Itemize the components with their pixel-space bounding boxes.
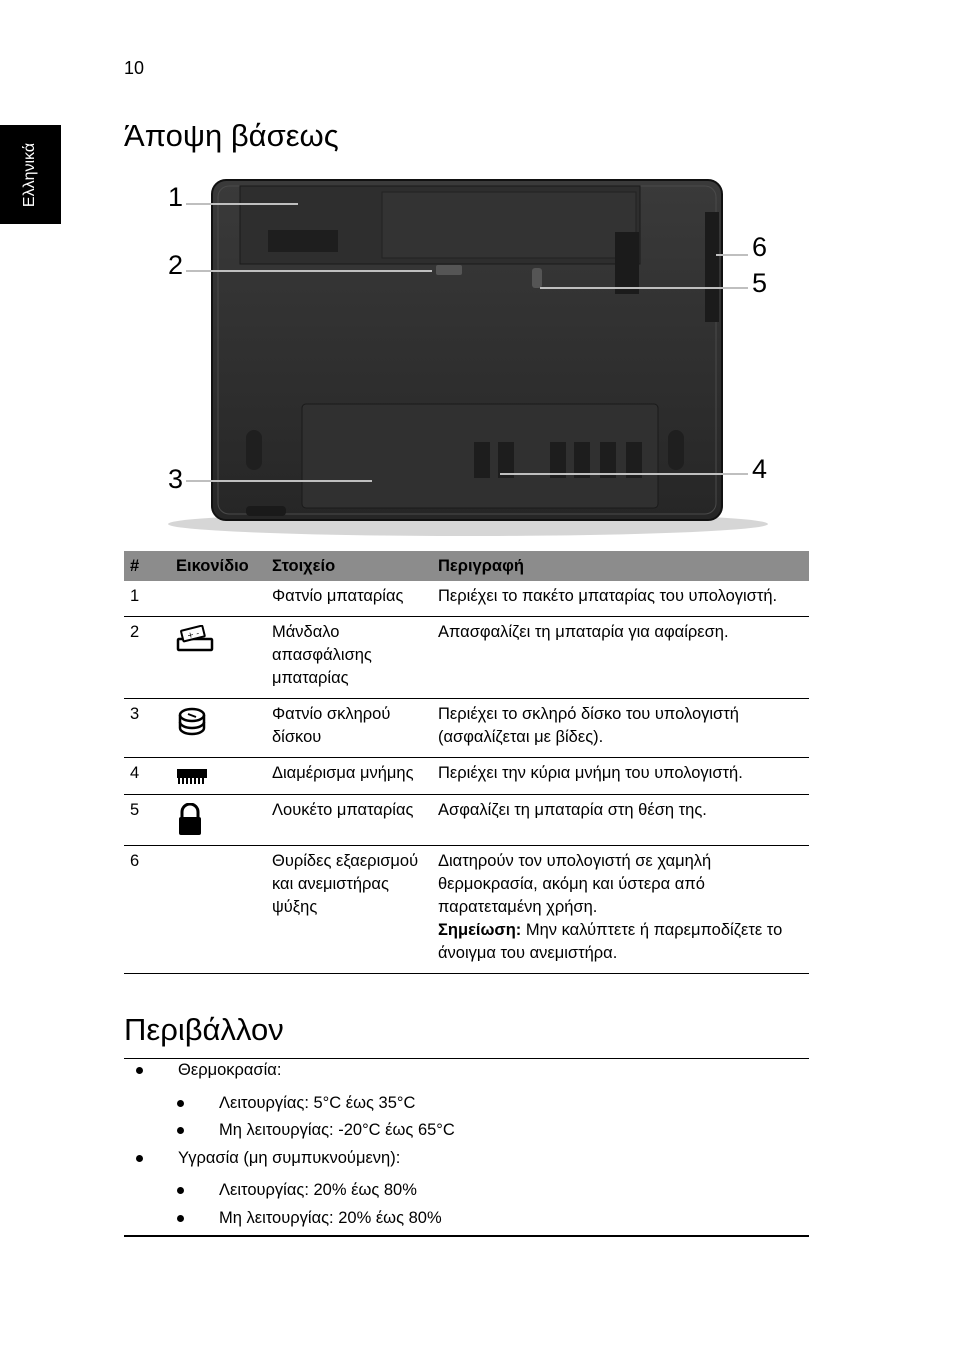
language-tab xyxy=(0,125,61,224)
bullet-text: Μη λειτουργίας: 20% έως 80% xyxy=(219,1209,442,1227)
table-row xyxy=(124,758,809,795)
row-number: 5 xyxy=(124,795,170,846)
row-description: Περιέχει το σκληρό δίσκο του υπολογιστή (ασφαλίζεται με βίδες). xyxy=(432,699,809,758)
environment-top-rule xyxy=(124,1058,809,1059)
header-number: # xyxy=(124,551,170,581)
language-tab-label: Ελληνικά xyxy=(21,142,38,208)
bullet-text: Υγρασία (μη συμπυκνούμενη): xyxy=(178,1149,401,1167)
bullet-temp-operating xyxy=(219,1094,415,1113)
memory-icon xyxy=(176,766,208,786)
note-label: Σημείωση: xyxy=(438,921,522,939)
bullet-text: Λειτουργίας: 20% έως 80% xyxy=(219,1181,417,1199)
bullet-humidity-nonoperating xyxy=(219,1209,442,1228)
hard-disk-icon xyxy=(176,707,208,737)
section-title-base-view: Άποψη βάσεως xyxy=(124,118,339,153)
table-row xyxy=(124,617,809,699)
table-header-row xyxy=(124,551,809,581)
row-description: Περιέχει το πακέτο μπαταρίας του υπολογιστή. xyxy=(432,581,809,617)
callout-3: 3 xyxy=(168,464,184,494)
environment-bottom-rule xyxy=(124,1235,809,1237)
note-text: Μην καλύπτετε ή παρεμποδίζετε το άνοιγμα του ανεμιστήρα. xyxy=(438,921,783,962)
table-row xyxy=(124,699,809,758)
row-description: Απασφαλίζει τη μπαταρία για αφαίρεση. xyxy=(432,617,809,699)
section-title-environment: Περιβάλλον xyxy=(124,1012,284,1047)
bullet-dot xyxy=(136,1155,143,1162)
header-description: Περιγραφή xyxy=(432,551,809,581)
laptop-bottom-figure xyxy=(160,172,780,542)
bullet-humidity xyxy=(178,1149,400,1168)
row-item: Θυρίδες εξαερισμού και ανεμιστήρας ψύξης xyxy=(266,846,432,974)
table-row xyxy=(124,846,809,974)
bullet-text: Μη λειτουργίας: -20°C έως 65°C xyxy=(219,1121,455,1139)
row-number: 1 xyxy=(124,581,170,617)
bullet-dot xyxy=(177,1215,184,1222)
row-number: 6 xyxy=(124,846,170,974)
laptop-bottom-illustration xyxy=(160,172,780,542)
bullet-temperature xyxy=(178,1061,281,1080)
row-item: Μάνδαλο απασφάλισης μπαταρίας xyxy=(266,617,432,699)
row-description: Περιέχει την κύρια μνήμη του υπολογιστή. xyxy=(432,758,809,795)
bullet-humidity-operating xyxy=(219,1181,417,1200)
callout-1: 1 xyxy=(168,182,184,212)
bullet-dot xyxy=(177,1187,184,1194)
table-row xyxy=(124,581,809,617)
row-number: 3 xyxy=(124,699,170,758)
bullet-text: Θερμοκρασία: xyxy=(178,1061,282,1079)
row-description: Ασφαλίζει τη μπαταρία στη θέση της. xyxy=(432,795,809,846)
row-description xyxy=(432,846,809,974)
table-row xyxy=(124,795,809,846)
row-number: 4 xyxy=(124,758,170,795)
row-description-text: Διατηρούν τον υπολογιστή σε χαμηλή θερμοκρασία, ακόμη και ύστερα από παρατεταμένη χρήση. xyxy=(438,852,712,916)
row-item: Διαμέρισμα μνήμης xyxy=(266,758,432,795)
header-item: Στοιχείο xyxy=(266,551,432,581)
bullet-dot xyxy=(177,1100,184,1107)
lock-icon xyxy=(176,803,204,837)
components-table xyxy=(124,551,809,974)
bullet-dot xyxy=(136,1067,143,1074)
row-item: Λουκέτο μπαταρίας xyxy=(266,795,432,846)
page-number: 10 xyxy=(124,58,145,78)
callout-2: 2 xyxy=(168,250,184,280)
battery-release-icon xyxy=(176,625,216,653)
callout-4: 4 xyxy=(752,454,768,484)
callout-6: 6 xyxy=(752,232,768,262)
row-number: 2 xyxy=(124,617,170,699)
callout-5: 5 xyxy=(752,268,768,298)
bullet-dot xyxy=(177,1127,184,1134)
bullet-temp-nonoperating xyxy=(219,1121,455,1140)
header-icon: Εικονίδιο xyxy=(170,551,266,581)
bullet-text: Λειτουργίας: 5°C έως 35°C xyxy=(219,1094,416,1112)
row-item: Φατνίο μπαταρίας xyxy=(266,581,432,617)
svg-text:+ -: + - xyxy=(186,628,201,641)
row-item: Φατνίο σκληρού δίσκου xyxy=(266,699,432,758)
